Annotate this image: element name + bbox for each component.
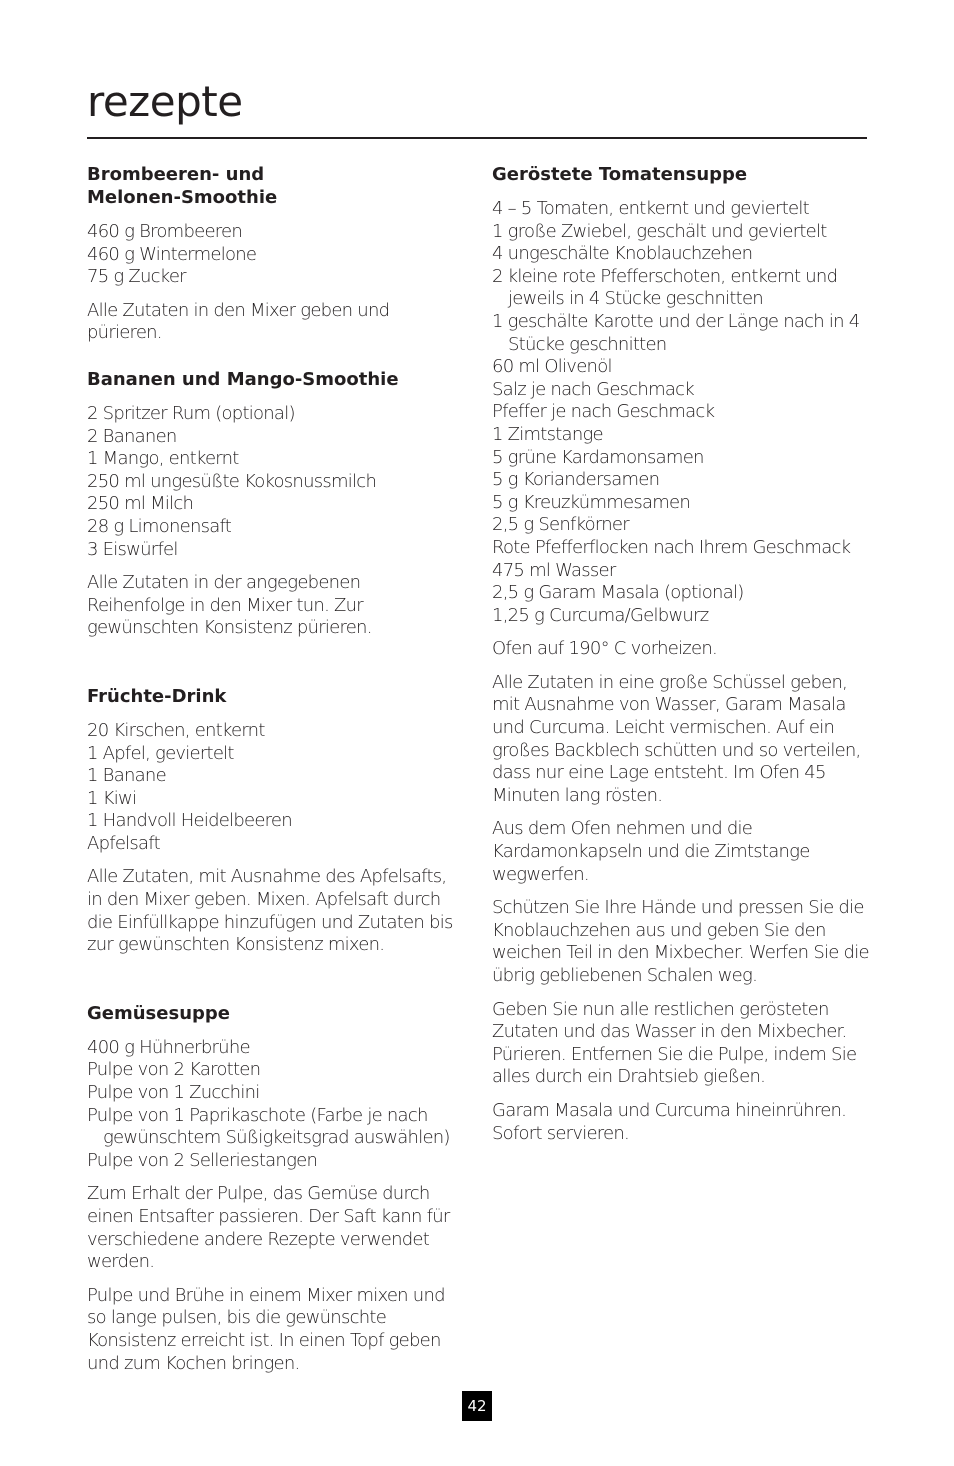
- instruction-paragraph: Zum Erhalt der Pulpe, das Gemüse durch einen Entsafter passieren. Der Saft kann für verschiedene andere Rezepte verwendet werden.: [87, 1183, 450, 1273]
- ingredient-list: [87, 403, 462, 561]
- ingredient-item: 5 g Kreuzkümmesamen: [492, 491, 691, 513]
- instruction-paragraph: Aus dem Ofen nehmen und die Kardamonkapseln und die Zimtstange wegwerfen.: [492, 818, 810, 885]
- instruction-paragraph: Pulpe und Brühe in einem Mixer mixen und so lange pulsen, bis die gewünschte Konsistenz erreicht ist. In einen Topf geben und zum Kochen bringen.: [87, 1284, 445, 1374]
- ingredient-item: 475 ml Wasser: [492, 559, 616, 581]
- ingredient-item: 1 geschälte Karotte und der Länge nach in 4 Stücke geschnitten: [492, 310, 860, 355]
- ingredient-item: 2 Spritzer Rum (optional): [87, 402, 295, 424]
- ingredient-list: [87, 1037, 462, 1173]
- ingredient-item: 250 ml Milch: [87, 493, 194, 515]
- ingredient-item: 460 g Brombeeren: [87, 221, 243, 242]
- instruction-paragraph: Alle Zutaten, mit Ausnahme des Apfelsafts, in den Mixer geben. Mixen. Apfelsaft durch die Einfüllkappe hinzufügen und Zutaten bis zur gewünschten Konsistenz mixen.: [87, 866, 453, 956]
- ingredient-item: Pulpe von 2 Karotten: [87, 1059, 261, 1081]
- ingredient-item: 2 kleine rote Pfefferschoten, entkernt und jeweils in 4 Stücke geschnitten: [492, 265, 838, 310]
- ingredient-item: 2,5 g Senfkörner: [492, 514, 629, 536]
- ingredient-item: Salz je nach Geschmack: [492, 378, 694, 400]
- ingredient-item: 1 Banane: [87, 765, 166, 787]
- ingredient-item: 400 g Hühnerbrühe: [87, 1036, 250, 1058]
- recipe-title: Gemüsesuppe: [87, 1002, 230, 1024]
- instruction-paragraph: Alle Zutaten in den Mixer geben und pürieren.: [87, 299, 390, 344]
- instruction-paragraph: Geben Sie nun alle restlichen gerösteten Zutaten und das Wasser in den Mixbecher. Pürieren. Entfernen Sie die Pulpe, indem Sie alles durch ein Drahtsieb gießen.: [492, 998, 857, 1088]
- page-title: rezepte: [87, 77, 243, 126]
- ingredient-item: 1 große Zwiebel, geschält und geviertelt: [492, 220, 827, 242]
- ingredient-item: 1,25 g Curcuma/Gelbwurz: [492, 604, 709, 626]
- ingredient-item: Apfelsaft: [87, 832, 160, 854]
- ingredient-item: 1 Handvoll Heidelbeeren: [87, 810, 292, 832]
- ingredient-item: Pulpe von 2 Selleriestangen: [87, 1149, 318, 1171]
- ingredient-item: 2 Bananen: [87, 425, 177, 447]
- ingredient-item: 5 g Koriandersamen: [492, 469, 660, 491]
- recipe-brombeeren-melonen-smoothie: [87, 163, 462, 345]
- ingredient-item: 60 ml Olivenöl: [492, 356, 612, 378]
- ingredient-item: 1 Kiwi: [87, 787, 137, 809]
- ingredient-item: Pulpe von 1 Zucchini: [87, 1082, 260, 1104]
- ingredient-list: [87, 720, 462, 856]
- ingredient-item: Pulpe von 1 Paprikaschote (Farbe je nach gewünschtem Süßigkeitsgrad auswählen): [87, 1104, 450, 1149]
- instruction-paragraph: Ofen auf 190° C vorheizen.: [492, 638, 717, 660]
- page-number: 42: [462, 1391, 492, 1421]
- ingredient-item: 4 – 5 Tomaten, entkernt und geviertelt: [492, 198, 809, 219]
- instruction-paragraph: Garam Masala und Curcuma hineinrühren. Sofort servieren.: [492, 1099, 847, 1144]
- recipe-geroestete-tomatensuppe: [492, 163, 870, 1145]
- ingredient-item: 20 Kirschen, entkernt: [87, 719, 265, 741]
- title-divider: [87, 137, 867, 139]
- ingredient-item: Pfeffer je nach Geschmack: [492, 401, 715, 423]
- ingredient-item: Rote Pfefferflocken nach Ihrem Geschmack: [492, 536, 851, 558]
- recipe-title: Brombeeren- und Melonen-Smoothie: [87, 164, 278, 208]
- recipe-gemuesesuppe: [87, 1002, 462, 1375]
- recipe-fruechte-drink: [87, 685, 462, 957]
- recipe-bananen-mango-smoothie: [87, 368, 462, 640]
- ingredient-item: 1 Mango, entkernt: [87, 448, 239, 470]
- recipe-title: Früchte-Drink: [87, 685, 227, 707]
- ingredient-list: [87, 221, 462, 289]
- ingredient-item: 1 Zimtstange: [492, 423, 603, 445]
- ingredient-item: 2,5 g Garam Masala (optional): [492, 582, 744, 604]
- recipe-title: Bananen und Mango-Smoothie: [87, 368, 399, 390]
- right-column: [492, 163, 870, 1156]
- instruction-paragraph: Alle Zutaten in eine große Schüssel geben, mit Ausnahme von Wasser, Garam Masala und Curcuma. Leicht vermischen. Auf ein großes Backblech schütten und so verteilen, dass nur eine Lage entsteht. Im Ofen 45 Minuten lang rösten.: [492, 671, 861, 806]
- ingredient-item: 3 Eiswürfel: [87, 538, 178, 560]
- ingredient-item: 250 ml ungesüßte Kokosnussmilch: [87, 470, 377, 492]
- ingredient-item: 5 grüne Kardamonsamen: [492, 446, 704, 468]
- ingredient-item: 75 g Zucker: [87, 266, 186, 288]
- ingredient-list: [492, 198, 870, 627]
- ingredient-item: 4 ungeschälte Knoblauchzehen: [492, 243, 753, 265]
- instruction-paragraph: Schützen Sie Ihre Hände und pressen Sie die Knoblauchzehen aus und geben Sie den weichen Teil in den Mixbecher. Werfen Sie die übrig gebliebenen Schalen weg.: [492, 897, 869, 986]
- recipe-title: Geröstete Tomatensuppe: [492, 164, 748, 185]
- ingredient-item: 1 Apfel, geviertelt: [87, 742, 234, 764]
- ingredient-item: 460 g Wintermelone: [87, 243, 257, 265]
- ingredient-item: 28 g Limonensaft: [87, 515, 232, 537]
- instruction-paragraph: Alle Zutaten in der angegebenen Reihenfolge in den Mixer tun. Zur gewünschten Konsistenz pürieren.: [87, 572, 372, 639]
- left-column: [87, 163, 462, 1386]
